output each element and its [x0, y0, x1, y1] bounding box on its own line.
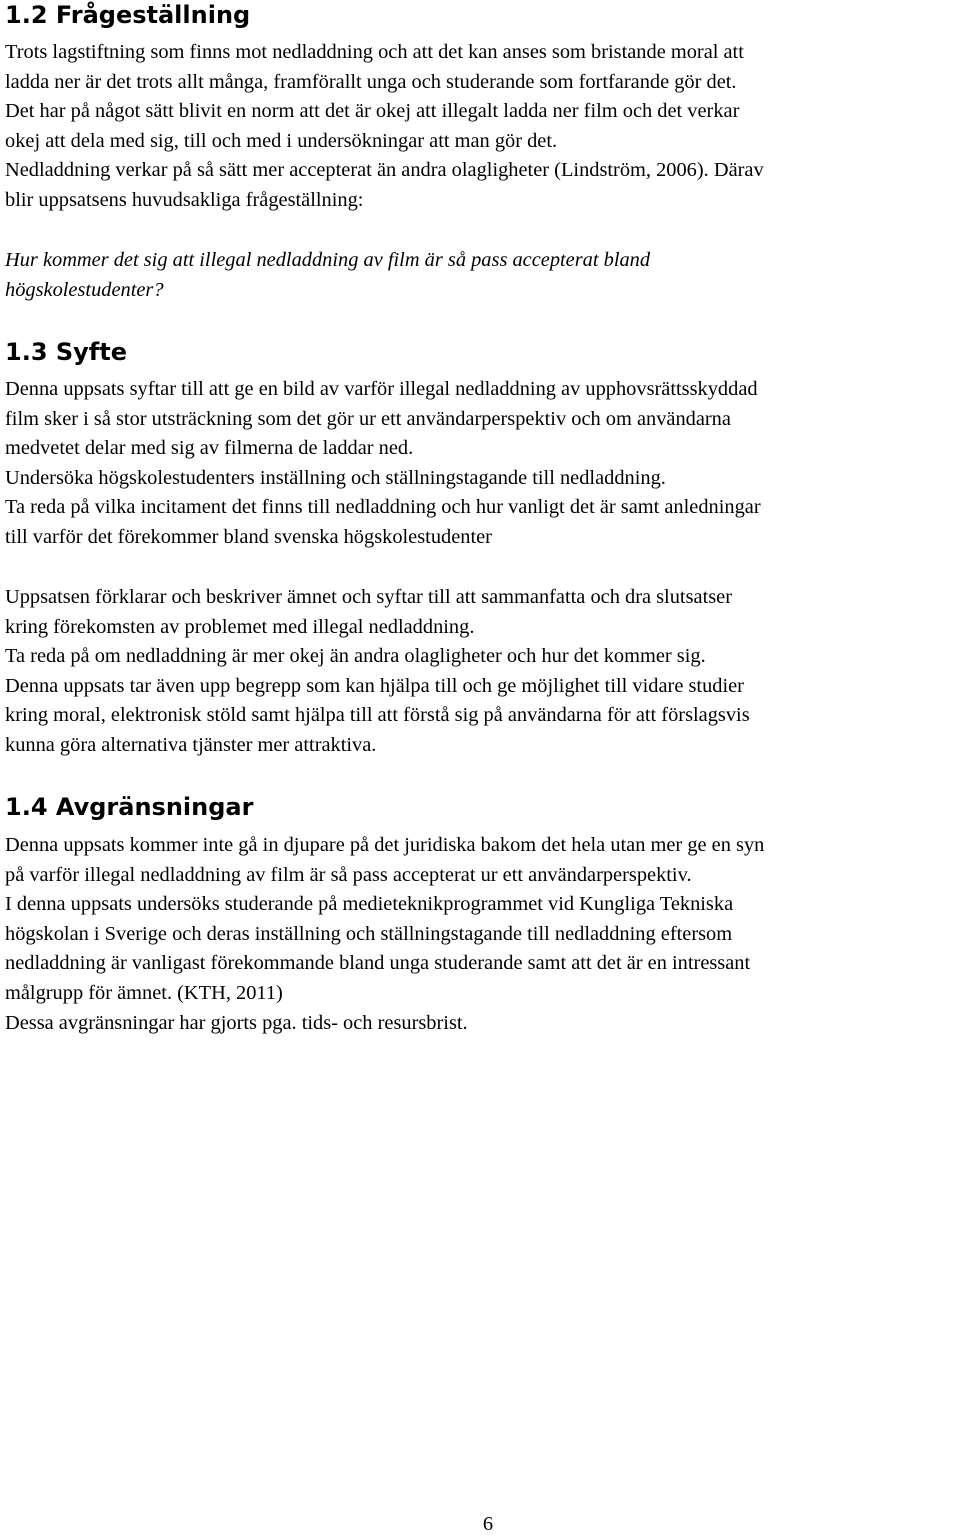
paragraph-syfte-1 [5, 375, 761, 553]
text-line: kring förekomsten av problemet med illegal nedladdning. [5, 615, 475, 638]
paragraph-avgransningar [5, 831, 764, 1038]
text-line: ladda ner är det trots allt många, framförallt unga och studerande som fortfarande gör det. [5, 70, 737, 93]
text-line: Denna uppsats kommer inte gå in djupare på det juridiska bakom det hela utan mer ge en syn [5, 834, 765, 856]
paragraph-syfte-2 [5, 583, 750, 761]
text-line: Denna uppsats tar även upp begrepp som kan hjälpa till och ge möjlighet till vidare studier [5, 674, 744, 697]
text-line: Dessa avgränsningar har gjorts pga. tids- och resursbrist. [5, 1011, 468, 1034]
text-line: Denna uppsats syftar till att ge en bild av varför illegal nedladdning av upphovsrättsskyddad [5, 378, 758, 400]
text-line: blir uppsatsens huvudsakliga frågeställning: [5, 188, 364, 211]
section-heading-fragestallning: 1.2 Frågeställning [5, 1, 251, 29]
text-line: högskolestudenter? [5, 278, 164, 301]
research-question [5, 246, 650, 305]
paragraph-fragestallning-intro [5, 38, 764, 216]
text-line: I denna uppsats undersöks studerande på medieteknikprogrammet vid Kungliga Tekniska [5, 893, 734, 916]
text-line: okej att dela med sig, till och med i undersökningar att man gör det. [5, 129, 558, 152]
text-line: kunna göra alternativa tjänster mer attraktiva. [5, 733, 377, 756]
text-line: målgrupp för ämnet. (KTH, 2011) [5, 981, 283, 1004]
text-line: Det har på något sätt blivit en norm att det är okej att illegalt ladda ner film och det verkar [5, 100, 740, 123]
text-line: Trots lagstiftning som finns mot nedladdning och att det kan anses som bristande moral att [5, 41, 744, 63]
text-line: Ta reda på vilka incitament det finns till nedladdning och hur vanligt det är samt anledningar [5, 496, 761, 519]
text-line: på varför illegal nedladdning av film är så pass accepterat ur ett användarperspektiv. [5, 863, 692, 886]
text-line: Uppsatsen förklarar och beskriver ämnet och syftar till att sammanfatta och dra slutsatser [5, 586, 733, 608]
text-line: Undersöka högskolestudenters inställning och ställningstagande till nedladdning. [5, 466, 666, 489]
text-line: Hur kommer det sig att illegal nedladdning av film är så pass accepterat bland [5, 249, 651, 271]
section-heading-syfte: 1.3 Syfte [5, 338, 127, 366]
text-line: kring moral, elektronisk stöld samt hjälpa till att förstå sig på användarna för att förslagsvis [5, 704, 750, 727]
text-line: högskolan i Sverige och deras inställning och ställningstagande till nedladdning eftersom [5, 922, 733, 945]
text-line: medvetet delar med sig av filmerna de laddar ned. [5, 437, 414, 460]
page-number: 6 [482, 1513, 494, 1535]
section-heading-avgransningar: 1.4 Avgränsningar [5, 793, 254, 821]
text-line: Ta reda på om nedladdning är mer okej än andra olagligheter och hur det kommer sig. [5, 645, 706, 668]
text-line: nedladdning är vanligast förekommande bland unga studerande samt att det är en intressant [5, 952, 751, 975]
text-line: film sker i så stor utsträckning som det gör ur ett användarperspektiv och om användarna [5, 407, 731, 430]
text-line: Nedladdning verkar på så sätt mer accepterat än andra olagligheter (Lindström, 2006). Därav [5, 159, 764, 182]
text-line: till varför det förekommer bland svenska högskolestudenter [5, 525, 492, 548]
